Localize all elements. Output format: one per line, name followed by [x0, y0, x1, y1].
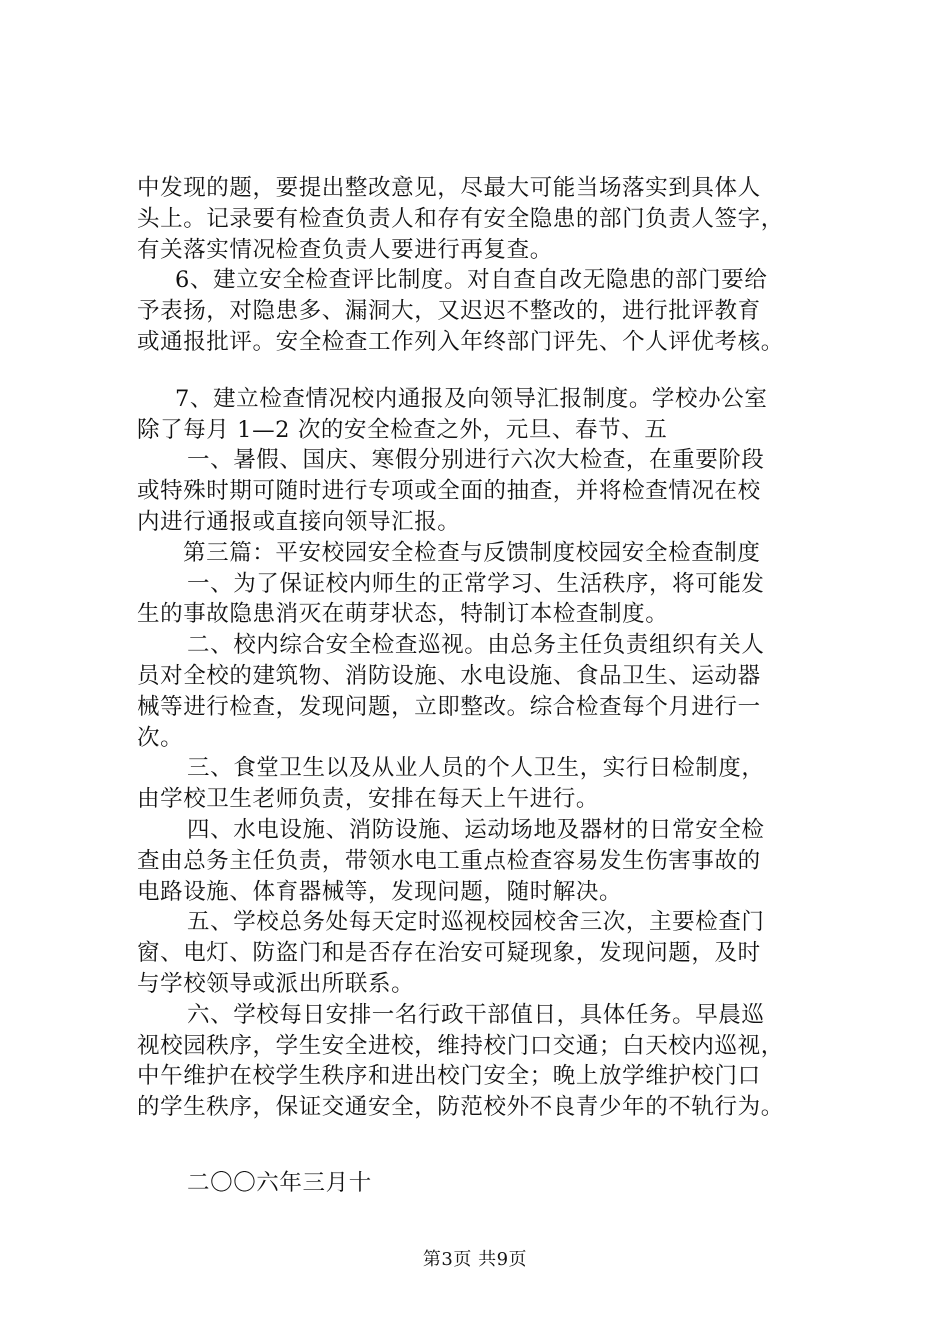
text-line: 员对全校的建筑物、消防设施、水电设施、食品卫生、运动器 [137, 662, 761, 689]
text-line: 生的事故隐患消灭在萌芽状态，特制订本检查制度。 [137, 601, 669, 628]
text-line: 的学生秩序，保证交通安全，防范校外不良青少年的不轨行为。 [137, 1094, 784, 1121]
clause-4-line: 四、水电设施、消防设施、运动场地及器材的日常安全检 [187, 816, 765, 843]
text-line: 除了每月 1—2 次的安全检查之外，元旦、春节、五 [137, 416, 668, 443]
text-line: 内进行通报或直接向领导汇报。 [137, 508, 461, 535]
text-line: 有关落实情况检查负责人要进行再复查。 [137, 236, 553, 263]
text-line: 中午维护在校学生秩序和进出校门安全；晚上放学维护校门口 [137, 1063, 761, 1090]
document-body [137, 173, 847, 1199]
clause-5-line: 五、学校总务处每天定时巡视校园校舍三次，主要检查门 [187, 909, 765, 936]
clause-6-line: 六、学校每日安排一名行政干部值日，具体任务。早晨巡 [187, 1001, 765, 1028]
paragraph-spacer [137, 358, 847, 384]
text-line: 与学校领导或派出所联系。 [137, 970, 415, 997]
text-line: 头上。记录要有检查负责人和存有安全隐患的部门负责人签字， [137, 205, 784, 232]
clause-1-line: 一、为了保证校内师生的正常学习、生活秩序，将可能发 [187, 570, 765, 597]
item-7-title-line: 7、建立检查情况校内通报及向领导汇报制度。学校办公室 [175, 385, 768, 412]
text-line: 或通报批评。安全检查工作列入年终部门评先、个人评优考核。 [137, 328, 784, 355]
text-line: 中发现的题，要提出整改意见，尽最大可能当场落实到具体人 [137, 175, 761, 201]
text-line: 次。 [137, 724, 184, 751]
clause-2-line: 二、校内综合安全检查巡视。由总务主任负责组织有关人 [187, 632, 765, 659]
item-6-title-line: 6、建立安全检查评比制度。对自查自改无隐患的部门要给 [175, 267, 768, 294]
section-heading: 第三篇：平安校园安全检查与反馈制度校园安全检查制度 [183, 539, 761, 566]
text-line: 视校园秩序，学生安全进校，维持校门口交通；白天校内巡视， [137, 1032, 784, 1059]
clause-3-line: 三、食堂卫生以及从业人员的个人卫生，实行日检制度， [187, 755, 765, 782]
text-line: 或特殊时期可随时进行专项或全面的抽查，并将检查情况在校 [137, 478, 761, 505]
document-date: 二〇〇六年三月十 [187, 1169, 372, 1196]
text-line: 查由总务主任负责，带领水电工重点检查容易发生伤害事故的 [137, 847, 761, 874]
text-line: 窗、电灯、防盗门和是否存在治安可疑现象，发现问题，及时 [137, 940, 761, 967]
paragraph-spacer [137, 1123, 847, 1168]
text-line: 电路设施、体育器械等，发现问题，随时解决。 [137, 878, 623, 905]
text-line: 由学校卫生老师负责，安排在每天上午进行。 [137, 786, 600, 813]
text-line: 械等进行检查，发现问题，立即整改。综合检查每个月进行一 [137, 693, 761, 720]
text-line: 予表扬，对隐患多、漏洞大，又迟迟不整改的，进行批评教育 [137, 298, 761, 325]
page-number-footer: 第3页 共9页 [422, 1249, 528, 1270]
text-line: 一、暑假、国庆、寒假分别进行六次大检查，在重要阶段 [187, 447, 765, 474]
